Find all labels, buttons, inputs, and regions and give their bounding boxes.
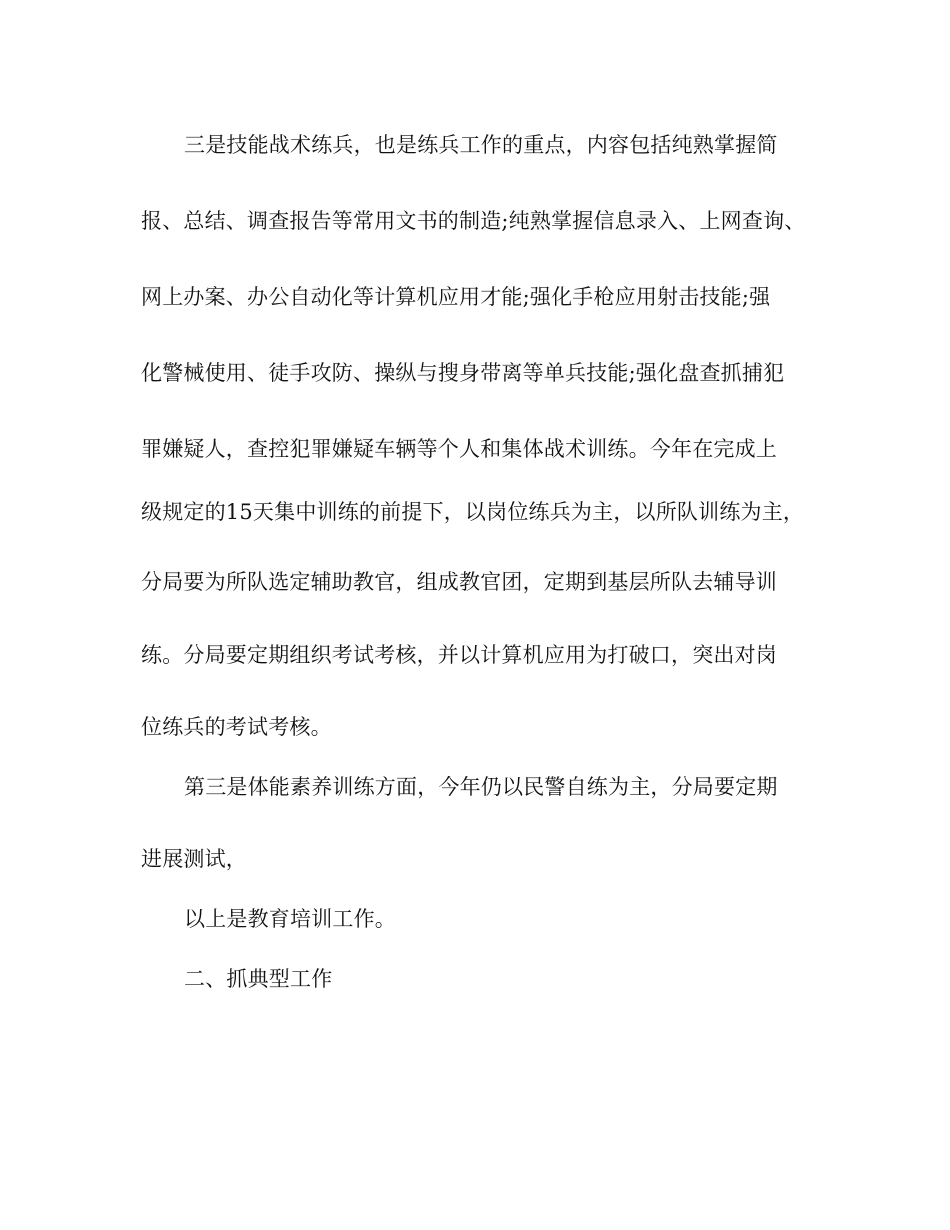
paragraph-1-line-6: 级规定的15天集中训练的前提下，以岗位练兵为主，以所队训练为主， (141, 500, 805, 524)
paragraph-1-line-7: 分局要为所队选定辅助教官，组成教官团，定期到基层所队去辅导训 (141, 570, 777, 594)
paragraph-2-line-1: 第三是体能素养训练方面，今年仍以民警自练为主，分局要定期 (184, 775, 778, 799)
paragraph-1-line-3: 网上办案、办公自动化等计算机应用才能;强化手枪应用射击技能;强 (141, 285, 771, 309)
paragraph-1-line-8: 练。分局要定期组织考试考核，并以计算机应用为打破口，突出对岗 (141, 643, 777, 667)
section-heading: 二、抓典型工作 (184, 967, 333, 991)
paragraph-1-line-5: 罪嫌疑人，查控犯罪嫌疑车辆等个人和集体战术训练。今年在完成上 (141, 437, 777, 461)
paragraph-1-line-9: 位练兵的考试考核。 (141, 715, 332, 739)
paragraph-3-line-1: 以上是教育培训工作。 (184, 907, 396, 931)
paragraph-1-line-4: 化警械使用、徒手攻防、操纵与搜身带离等单兵技能;强化盘查抓捕犯 (141, 361, 785, 385)
paragraph-1-line-2: 报、总结、调查报告等常用文书的制造;纯熟掌握信息录入、上网查询、 (141, 209, 806, 233)
paragraph-2-line-2: 进展测试， (141, 847, 247, 871)
paragraph-1-line-1: 三是技能战术练兵，也是练兵工作的重点，内容包括纯熟掌握简 (184, 133, 778, 157)
